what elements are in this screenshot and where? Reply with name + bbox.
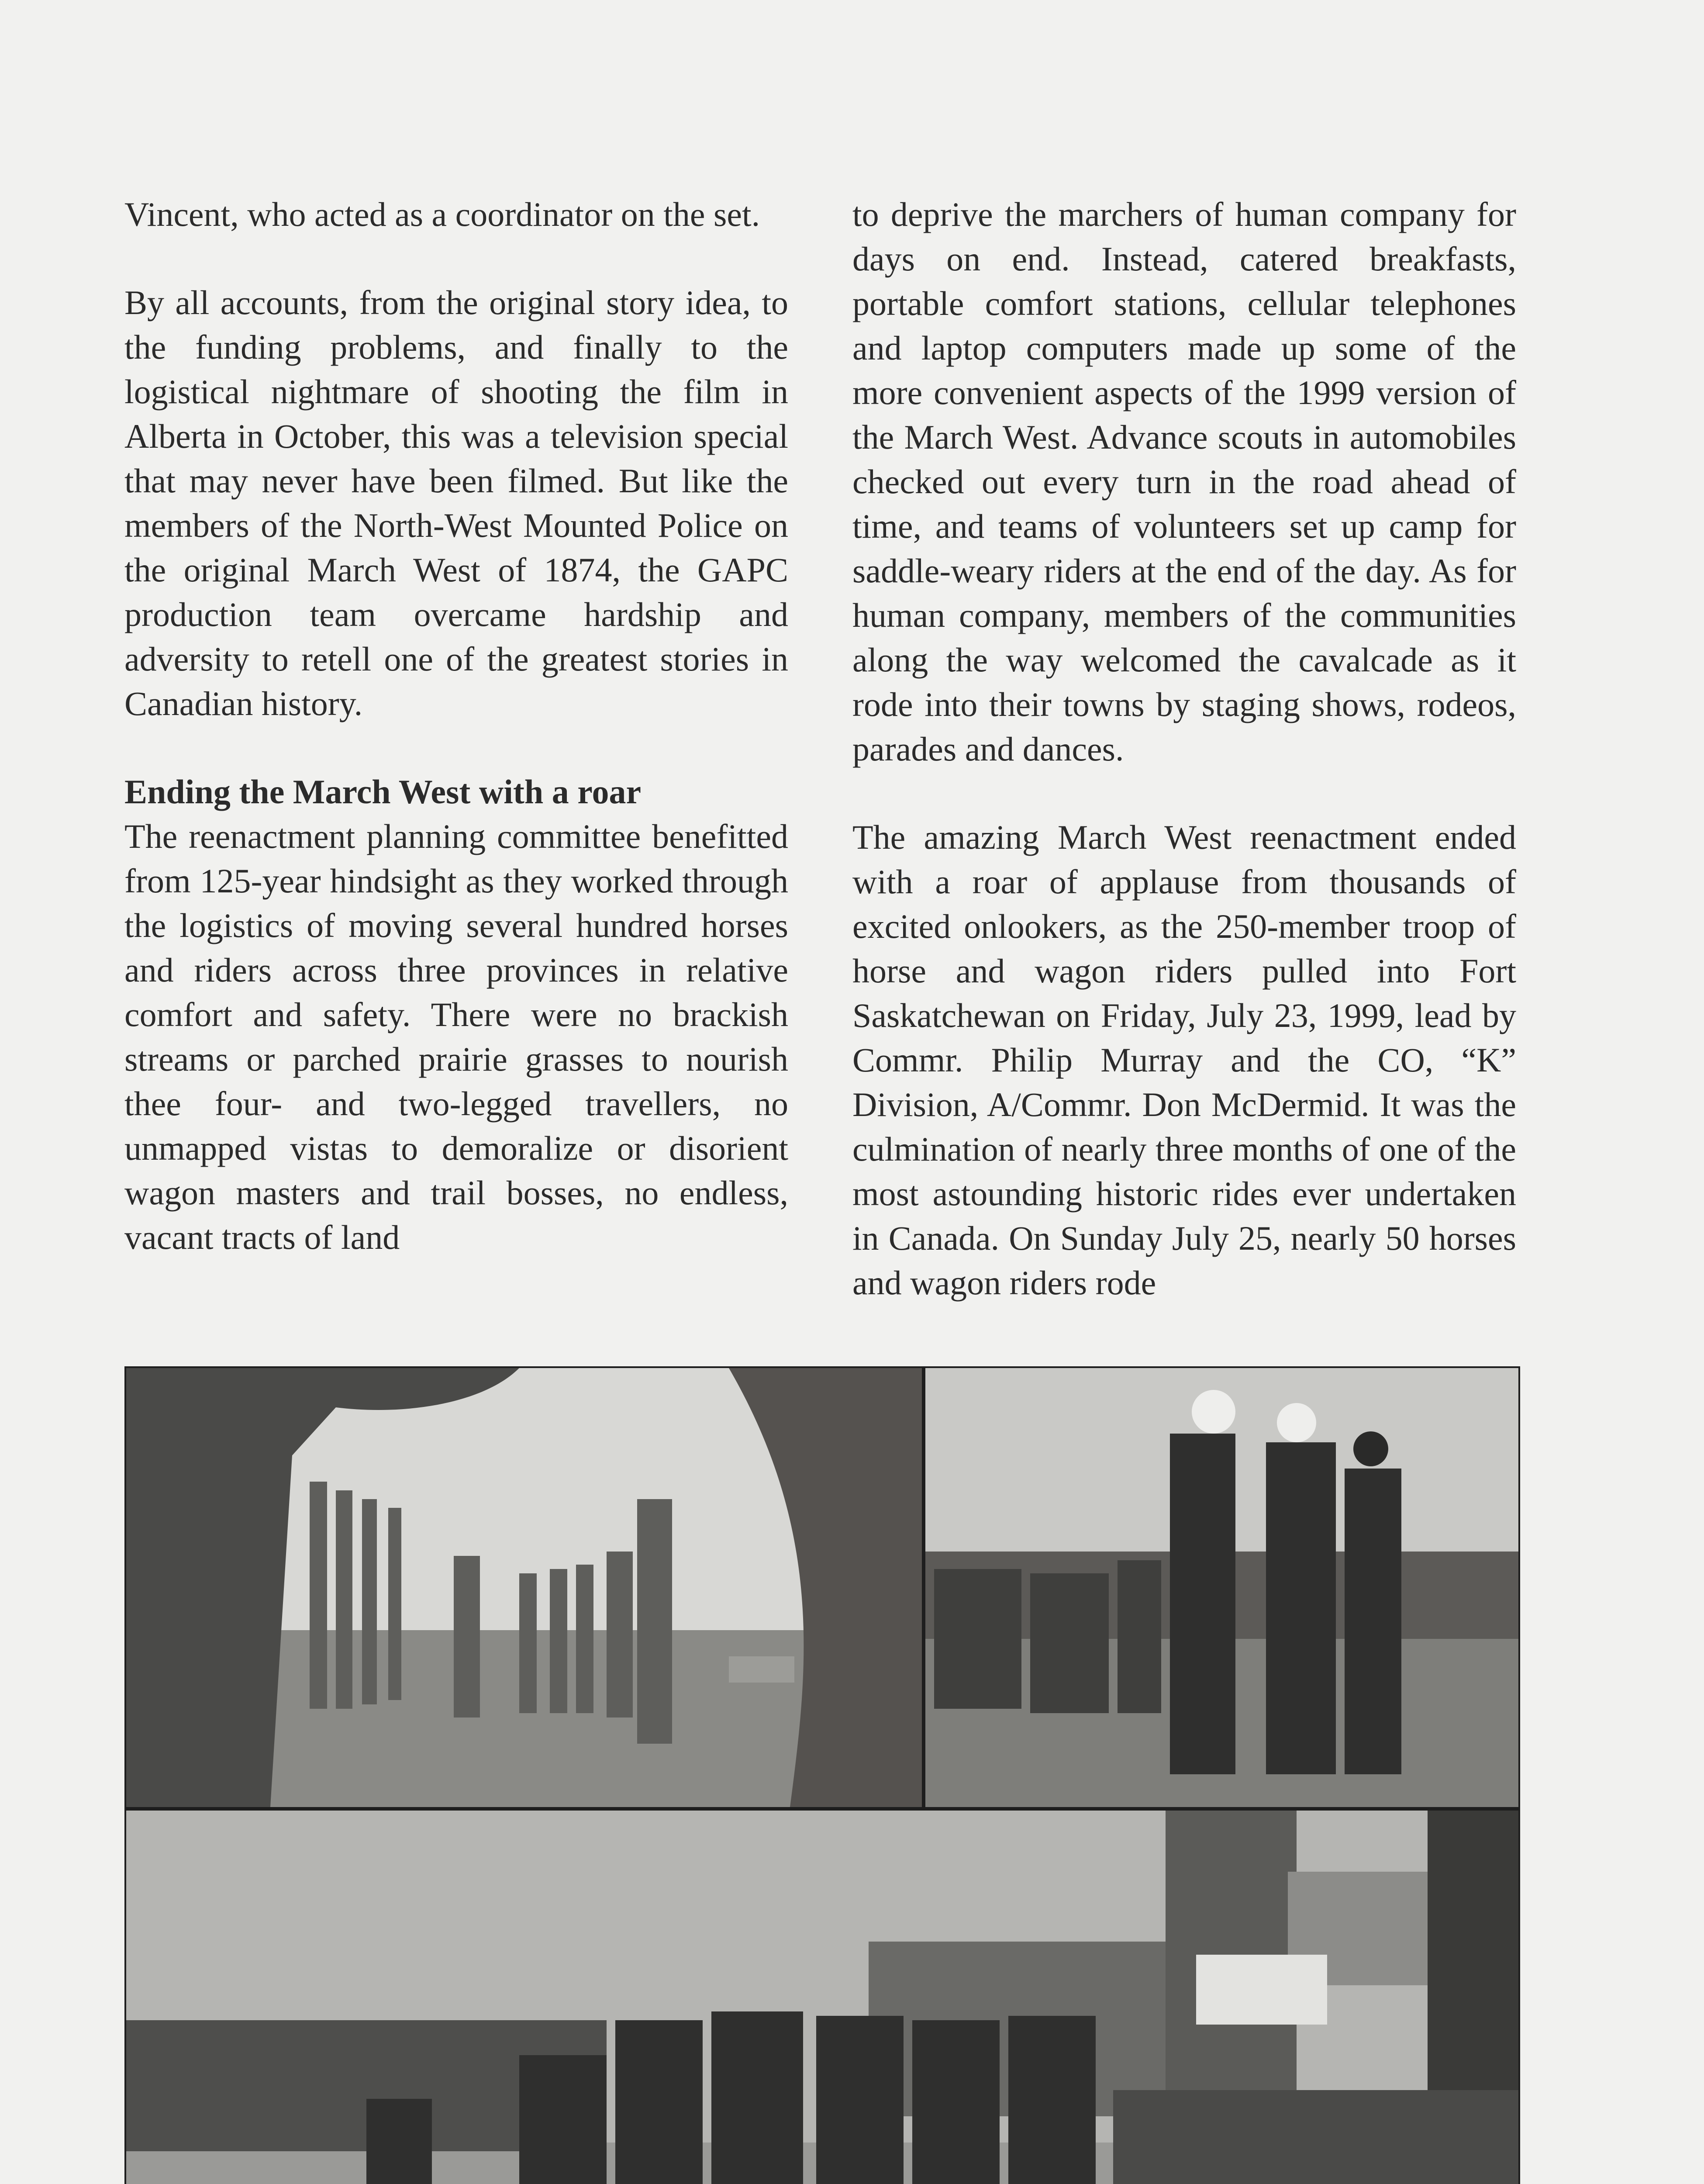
paragraph: to deprive the marchers of human company for days on end. Instead, catered breakfasts, portable comfort stations, cellular telephones and laptop computers made up some of the more convenient aspects of the 1999 version of the March West. Advance scouts in automobiles checked out every turn in the road ahead of time, and teams of volunteers set up camp for saddle-weary riders at the end of the day. As for human company, members of the communities along the way welcomed the cavalcade as it rode into their towns by staging shows, rodeos, parades and dances. — [852, 195, 1516, 768]
right-column — [852, 192, 1516, 1349]
photo-collage — [124, 1366, 1520, 2184]
paragraph: The reenactment planning committee benefitted from 125-year hindsight as they worked through the logistics of moving several hundred horses and riders across three provinces in relative comfort and safety. There were no brackish streams or parched prairie grasses to nourish thee four- and two-legged travellers, no unmapped vistas to demoralize or disorient wagon masters and trail bosses, no endless, vacant tracts of land — [124, 817, 788, 1256]
paragraph: By all accounts, from the original story idea, to the funding problems, and finally to the logistical nightmare of shooting the film in Alberta in October, this was a television special that may never have been filmed. But like the members of the North-West Mounted Police on the original March West of 1874, the GAPC production team overcame hardship and adversity to retell one of the greatest stories in Canadian history. — [124, 283, 788, 722]
photo-parade — [126, 1811, 1518, 2184]
paragraph: Vincent, who acted as a coordinator on the set. — [124, 195, 760, 233]
left-column — [124, 192, 788, 1260]
paragraph: The amazing March West reenactment ended with a roar of applause from thousands of excited onlookers, as the 250-member troop of horse and wagon riders pulled into Fort Saskatchewan on Friday, July 23, 1999, lead by Commr. Philip Murray and the CO, “K” Division, A/Commr. Don McDermid. It was the culmination of nearly three months of one of the most astounding historic rides ever undertaken in Canada. On Sunday July 25, nearly 50 horses and wagon riders rode — [852, 818, 1516, 1302]
photo-line-of-riders — [126, 1368, 922, 1807]
section-heading: Ending the March West with a roar — [124, 773, 642, 811]
photo-officers-ceremony — [925, 1368, 1518, 1807]
